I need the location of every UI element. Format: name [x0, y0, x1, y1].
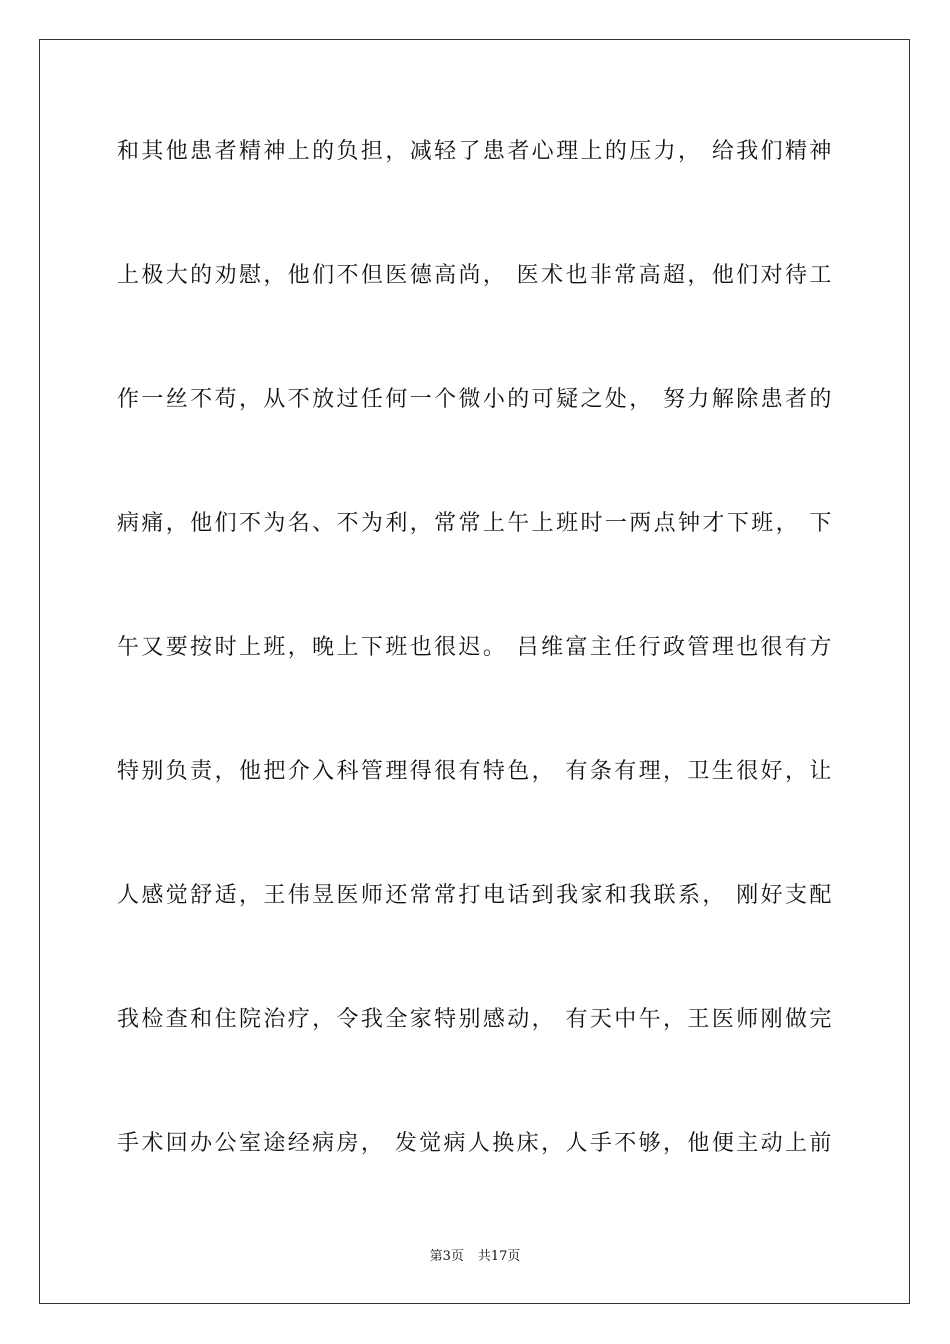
text-line: 我检查和住院治疗，令我全家特别感动， 有天中午，王医师刚做完 — [117, 1007, 833, 1032]
text-line: 特别负责，他把介入科管理得很有特色， 有条有理，卫生很好，让 — [117, 759, 833, 784]
page-border — [39, 39, 910, 1304]
text-line: 午又要按时上班，晚上下班也很迟。 吕维富主任行政管理也很有方 — [117, 635, 833, 660]
text-line: 手术回办公室途经病房， 发觉病人换床，人手不够，他便主动上前 — [117, 1131, 833, 1156]
text-line: 和其他患者精神上的负担，减轻了患者心理上的压力， 给我们精神 — [117, 139, 833, 164]
text-line: 作一丝不苟，从不放过任何一个微小的可疑之处， 努力解除患者的 — [117, 387, 833, 412]
text-line: 人感觉舒适，王伟昱医师还常常打电话到我家和我联系， 刚好支配 — [117, 883, 833, 908]
text-line: 上极大的劝慰，他们不但医德高尚， 医术也非常高超，他们对待工 — [117, 263, 833, 288]
text-line: 病痛，他们不为名、不为利，常常上午上班时一两点钟才下班， 下 — [117, 511, 833, 536]
page-total: 共17页 — [477, 1249, 521, 1264]
page-footer — [0, 1248, 950, 1266]
page-number: 第3页 — [429, 1249, 464, 1264]
